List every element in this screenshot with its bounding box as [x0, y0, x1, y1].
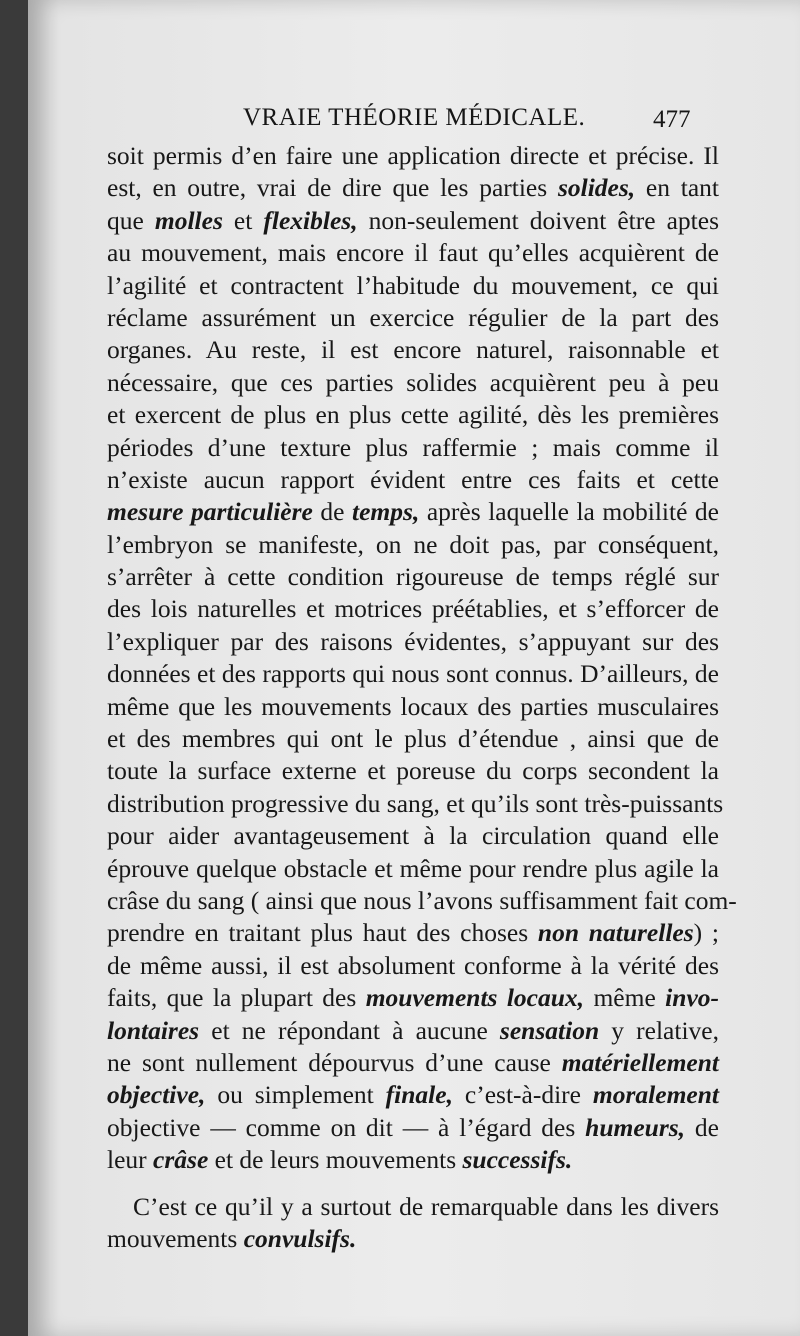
text-line — [107, 399, 719, 431]
text-run: est, en outre, vrai de dire que les parties — [107, 173, 558, 203]
page-number: 477 — [653, 106, 691, 133]
italic-run: humeurs, — [585, 1112, 686, 1142]
italic-run: molles — [154, 205, 223, 235]
italic-run: objective, — [107, 1080, 206, 1110]
text-run: de même aussi, il est absolument conforme à la vérité des — [107, 950, 719, 980]
italic-run: temps, — [352, 497, 420, 527]
text-run: après laquelle la mobilité de — [419, 497, 719, 527]
text-run: non-seulement doivent être aptes — [357, 205, 720, 235]
text-line — [107, 237, 719, 269]
text-run: s’arrêter à cette condition rigoureuse de temps réglé sur — [107, 562, 719, 592]
text-line — [107, 1144, 719, 1176]
text-run: leur — [107, 1145, 154, 1175]
text-line — [107, 464, 719, 496]
text-run: éprouve quelque obstacle et même pour rendre plus agile la — [107, 853, 719, 883]
text-run: de — [312, 497, 353, 527]
text-run: et ne répondant à aucune — [199, 1015, 500, 1045]
text-run: même — [584, 983, 666, 1013]
text-run: objective — comme on dit — à l’égard des — [107, 1112, 586, 1142]
text-line — [107, 1191, 719, 1223]
italic-run: solides, — [557, 173, 636, 203]
text-run: l’agilité et contractent l’habitude du mouvement, ce qui — [107, 270, 719, 300]
text-line — [107, 1015, 719, 1047]
text-run: que — [107, 205, 155, 235]
text-line — [107, 626, 719, 658]
text-run: pour aider avantageusement à la circulation quand elle — [107, 821, 719, 851]
text-line — [107, 885, 737, 917]
text-line — [107, 270, 719, 302]
book-page — [28, 0, 800, 1336]
text-line — [107, 1047, 719, 1079]
running-header — [28, 104, 800, 138]
paragraph-gap — [107, 1177, 719, 1191]
text-run: nécessaire, que ces parties solides acquièrent peu à peu — [107, 367, 719, 397]
text-run: mouvements — [107, 1223, 244, 1253]
text-run: y relative, — [599, 1015, 719, 1045]
text-run: l’embryon se manifeste, on ne doit pas, par conséquent, — [107, 529, 719, 559]
text-run: n’existe aucun rapport évident entre ces faits et cette — [107, 464, 719, 494]
text-run: périodes d’une texture plus raffermie ; mais comme il — [107, 432, 719, 462]
text-run: réclame assurément un exercice régulier de la part des — [107, 302, 719, 332]
paragraph — [107, 1191, 719, 1256]
text-line — [107, 723, 719, 755]
text-run: crâse du sang ( ainsi que nous l’avons suffisamment fait com- — [107, 885, 737, 915]
text-run: et de leurs mouvements — [208, 1145, 463, 1175]
text-line — [107, 1079, 719, 1111]
text-run: et — [222, 205, 264, 235]
text-run: et exercent de plus en plus cette agilité, dès les premières — [107, 400, 719, 430]
text-line — [107, 561, 719, 593]
text-run: de — [685, 1112, 719, 1142]
text-run: C’est ce qu’il y a surtout de remarquable dans les divers — [133, 1191, 719, 1221]
text-run: distribution progressive du sang, et qu’ils sont très-puissants — [107, 788, 724, 818]
paragraph — [107, 140, 737, 1177]
italic-run: moralement — [592, 1080, 719, 1110]
text-line — [107, 820, 719, 852]
text-run: toute la surface externe et poreuse du corps secondent la — [107, 756, 719, 786]
text-line — [107, 691, 719, 723]
text-run: prendre en traitant plus haut des choses — [107, 918, 538, 948]
text-line — [107, 432, 719, 464]
italic-run: invo- — [665, 983, 719, 1013]
text-run: et des membres qui ont le plus d’étendue , ainsi que de — [107, 724, 719, 754]
text-line — [107, 853, 719, 885]
text-line — [107, 788, 724, 820]
italic-run: flexibles, — [263, 205, 358, 235]
italic-run: mouvements locaux, — [365, 983, 585, 1013]
text-run: ne sont nullement dépourvus d’une cause — [107, 1047, 562, 1077]
text-run: au mouvement, mais encore il faut qu’elles acquièrent de — [107, 238, 719, 268]
italic-run: matériellement — [561, 1047, 719, 1077]
text-line — [107, 593, 719, 625]
text-line — [107, 755, 719, 787]
text-line — [107, 496, 719, 528]
body-text — [107, 140, 737, 1255]
italic-run: finale, — [385, 1080, 453, 1110]
text-line — [107, 205, 719, 237]
italic-run: mesure particulière — [107, 497, 313, 527]
italic-run: sensation — [499, 1015, 600, 1045]
text-line — [107, 917, 719, 949]
text-run: c’est-à-dire — [452, 1080, 593, 1110]
text-line — [107, 982, 719, 1014]
text-run: l’expliquer par des raisons évidentes, s’appuyant sur des — [107, 626, 719, 656]
text-line — [107, 529, 719, 561]
text-line — [107, 950, 719, 982]
text-line — [107, 302, 719, 334]
text-line — [107, 1112, 719, 1144]
text-run: en tant — [635, 173, 719, 203]
text-line — [107, 658, 719, 690]
text-run: soit permis d’en faire une application directe et précise. Il — [107, 141, 719, 170]
text-run: faits, que la plupart des — [107, 983, 366, 1013]
italic-run: lontaires — [107, 1015, 200, 1045]
text-run: même que les mouvements locaux des parties musculaires — [107, 691, 719, 721]
text-run: ) ; — [693, 918, 720, 948]
text-line — [107, 334, 719, 366]
italic-run: crâse — [153, 1145, 209, 1175]
text-line — [107, 172, 719, 204]
text-line — [107, 1223, 719, 1255]
text-line — [107, 367, 719, 399]
text-run: ou simplement — [205, 1080, 386, 1110]
text-run: données et des rapports qui nous sont connus. D’ailleurs, de — [107, 659, 719, 689]
text-run: des lois naturelles et motrices préétablies, et s’efforcer de — [107, 594, 719, 624]
text-run: organes. Au reste, il est encore naturel, raisonnable et — [107, 335, 719, 365]
italic-run: non naturelles — [537, 918, 694, 948]
text-line — [107, 140, 719, 172]
running-title: VRAIE THÉORIE MÉDICALE. — [243, 104, 586, 131]
italic-run: convulsifs. — [243, 1223, 357, 1253]
italic-run: successifs. — [462, 1145, 573, 1175]
